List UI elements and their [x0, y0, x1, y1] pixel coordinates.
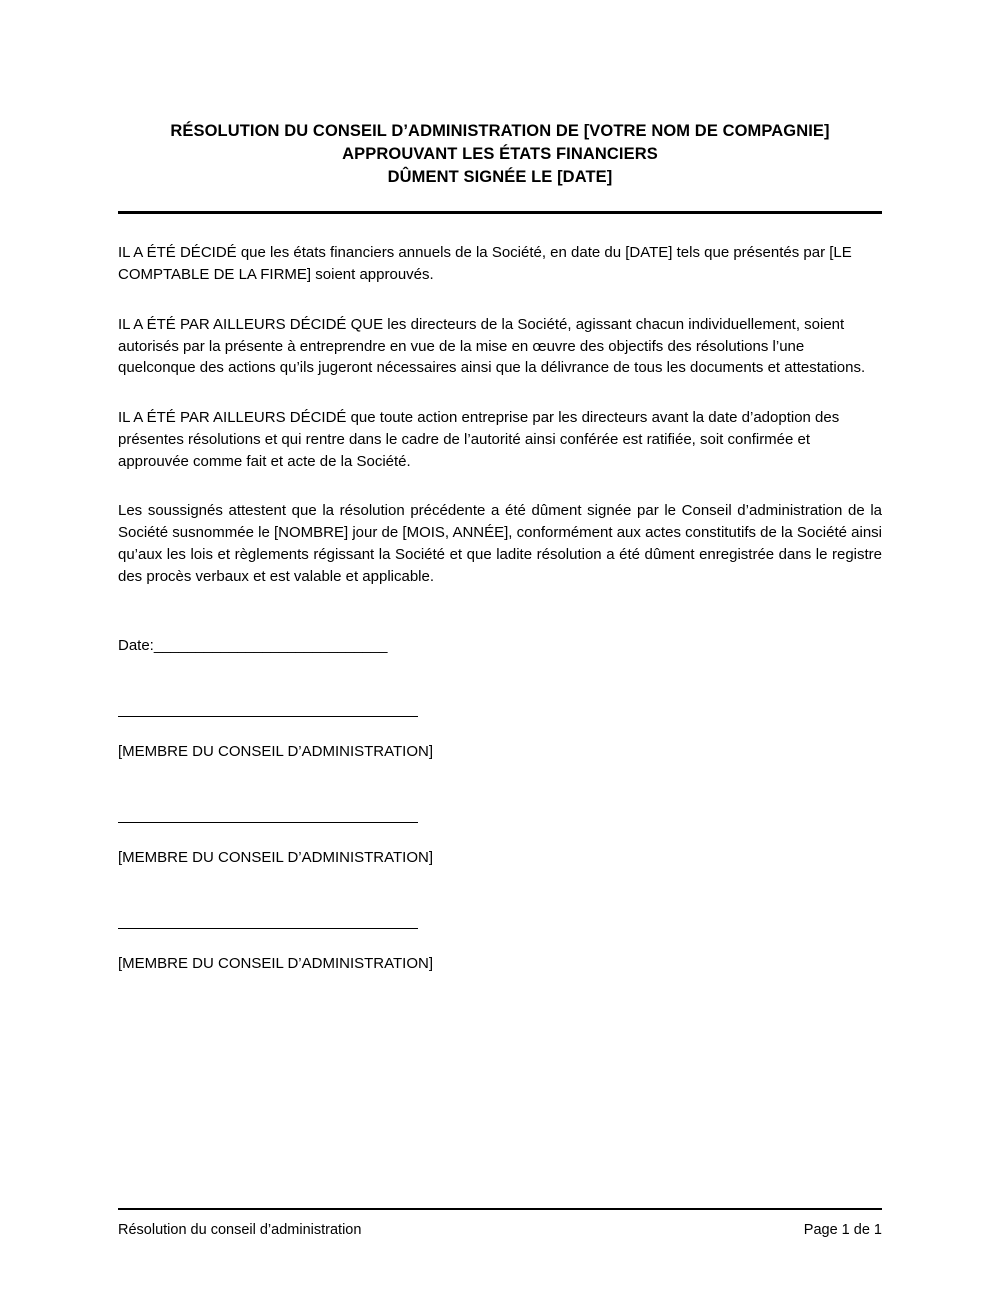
document-content — [118, 120, 882, 972]
date-field — [118, 637, 882, 654]
title-line-3: DÛMENT SIGNÉE LE [DATE] — [387, 167, 613, 186]
title-line-2: APPROUVANT LES ÉTATS FINANCIERS — [342, 144, 658, 163]
title-divider — [118, 211, 882, 214]
signature-label: [MEMBRE DU CONSEIL D’ADMINISTRATION] — [118, 849, 434, 867]
signature-block-1 — [118, 716, 882, 760]
footer-document-name: Résolution du conseil d’administration — [118, 1222, 362, 1238]
paragraph-4: Les soussignés attestent que la résolution précédente a été dûment signée par le Conseil d’administration de la Société susnommée le [NOMBRE] jour de [MOIS, ANNÉE], conformément aux actes constitutifs de la Société ainsi qu’aux les lois et règlements régissant la Société et que ladite résolution a été dûment enregistrée dans le registre des procès verbaux et est valable et applicable. — [118, 502, 882, 585]
signature-block-2 — [118, 822, 882, 866]
date-label: Date: — [118, 637, 154, 655]
date-input-line[interactable]: ____________________________ — [153, 637, 388, 655]
title-line-1: RÉSOLUTION DU CONSEIL D’ADMINISTRATION DE [VOTRE NOM DE COMPAGNIE] — [170, 122, 830, 140]
paragraph-3: IL A ÉTÉ PAR AILLEURS DÉCIDÉ que toute action entreprise par les directeurs avant la date d’adoption des présentes résolutions et qui rentre dans le cadre de l’autorité ainsi conférée est ratifiée, soit confirmée et approuvée comme fait et acte de la Société. — [118, 409, 840, 470]
footer-row — [118, 1222, 882, 1238]
signature-block-3 — [118, 928, 882, 972]
signature-line[interactable] — [118, 822, 418, 823]
footer-page-number: Page 1 de 1 — [803, 1222, 882, 1238]
signature-label: [MEMBRE DU CONSEIL D’ADMINISTRATION] — [118, 955, 434, 973]
footer-divider — [118, 1208, 882, 1210]
signature-line[interactable] — [118, 928, 418, 929]
paragraph-2: IL A ÉTÉ PAR AILLEURS DÉCIDÉ QUE les directeurs de la Société, agissant chacun individuellement, soient autorisés par la présente à entreprendre en vue de la mise en œuvre des objectifs des résolutions l’une quelconque des actions qu’ils jugeront nécessaires ainsi que la délivrance de tous les documents et attestations. — [118, 315, 866, 377]
signature-line[interactable] — [118, 716, 418, 717]
signature-label: [MEMBRE DU CONSEIL D’ADMINISTRATION] — [118, 743, 434, 761]
page-title — [118, 120, 882, 188]
page-footer — [118, 1208, 882, 1238]
paragraph-1: IL A ÉTÉ DÉCIDÉ que les états financiers annuels de la Société, en date du [DATE] tels que présentés par [LE COMPTABLE DE LA FIRME] soient approuvés. — [118, 244, 852, 284]
